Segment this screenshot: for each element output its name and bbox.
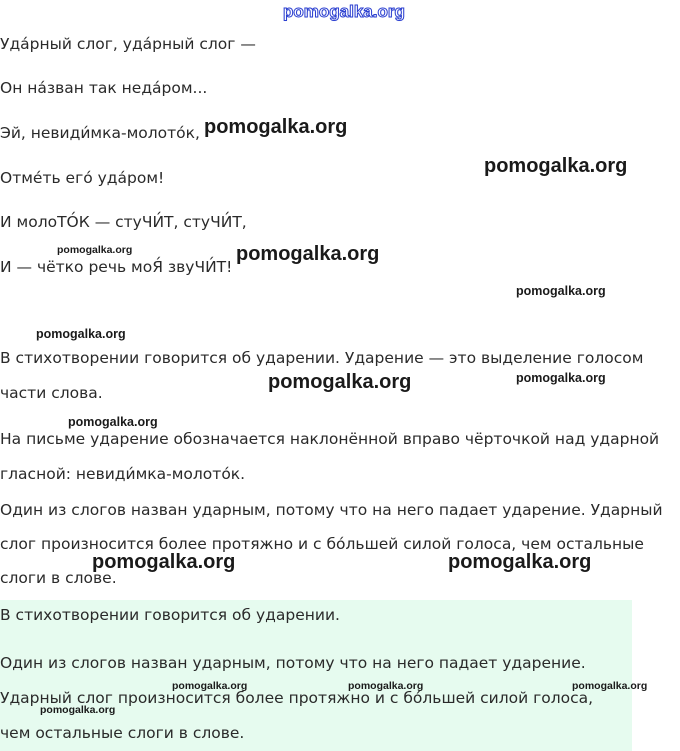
watermark: pomogalka.org: [268, 371, 412, 393]
watermark: pomogalka.org: [448, 551, 592, 573]
watermark: pomogalka.org: [572, 680, 648, 692]
answer-line: Один из слогов назван ударным, потому что на него падает ударение.: [0, 654, 586, 672]
watermark: pomogalka.org: [516, 284, 606, 298]
poem-line: Он на́зван так неда́ром...: [0, 79, 208, 97]
paragraph: В стихотворении говорится об ударении. Ударение — это выделение голосом части слова.: [0, 349, 644, 402]
poem-line: Уда́рный слог, уда́рный слог —: [0, 35, 256, 53]
paragraph: Один из слогов назван ударным, потому что на него падает ударение. Ударный слог произносится более протяжно и с бо́льшей силой голоса, чем остальные слоги в слове.: [0, 501, 663, 587]
watermark: pomogalka.org: [484, 155, 628, 177]
site-watermark: pomogalka.org: [283, 2, 405, 21]
poem-line: Отме́ть его́ уда́ром!: [0, 169, 165, 187]
watermark: pomogalka.org: [348, 680, 424, 692]
watermark: pomogalka.org: [92, 551, 236, 573]
watermark: pomogalka.org: [204, 116, 348, 138]
poem-line: И — чётко речь моЯ́ звуЧИ́Т!: [0, 258, 233, 276]
poem-line: И молоТО́К — стуЧИ́Т, стуЧИ́Т,: [0, 213, 247, 231]
watermark: pomogalka.org: [40, 704, 116, 716]
watermark: pomogalka.org: [236, 243, 380, 265]
watermark: pomogalka.org: [36, 327, 126, 341]
watermark: pomogalka.org: [172, 680, 248, 692]
answer-line: чем остальные слоги в слове.: [0, 724, 245, 742]
watermark: pomogalka.org: [516, 371, 606, 385]
watermark: pomogalka.org: [68, 415, 158, 429]
answer-line: В стихотворении говорится об ударении.: [0, 606, 340, 624]
watermark: pomogalka.org: [57, 244, 133, 256]
paragraph: На письме ударение обозначается наклонённой вправо чёрточкой над ударной гласной: невиди́мка-молото́к.: [0, 430, 660, 483]
poem-line: Эй, невиди́мка-молото́к,: [0, 124, 200, 142]
answer-line: Ударный слог произносится более протяжно и с бо́льшей силой голоса,: [0, 689, 594, 707]
